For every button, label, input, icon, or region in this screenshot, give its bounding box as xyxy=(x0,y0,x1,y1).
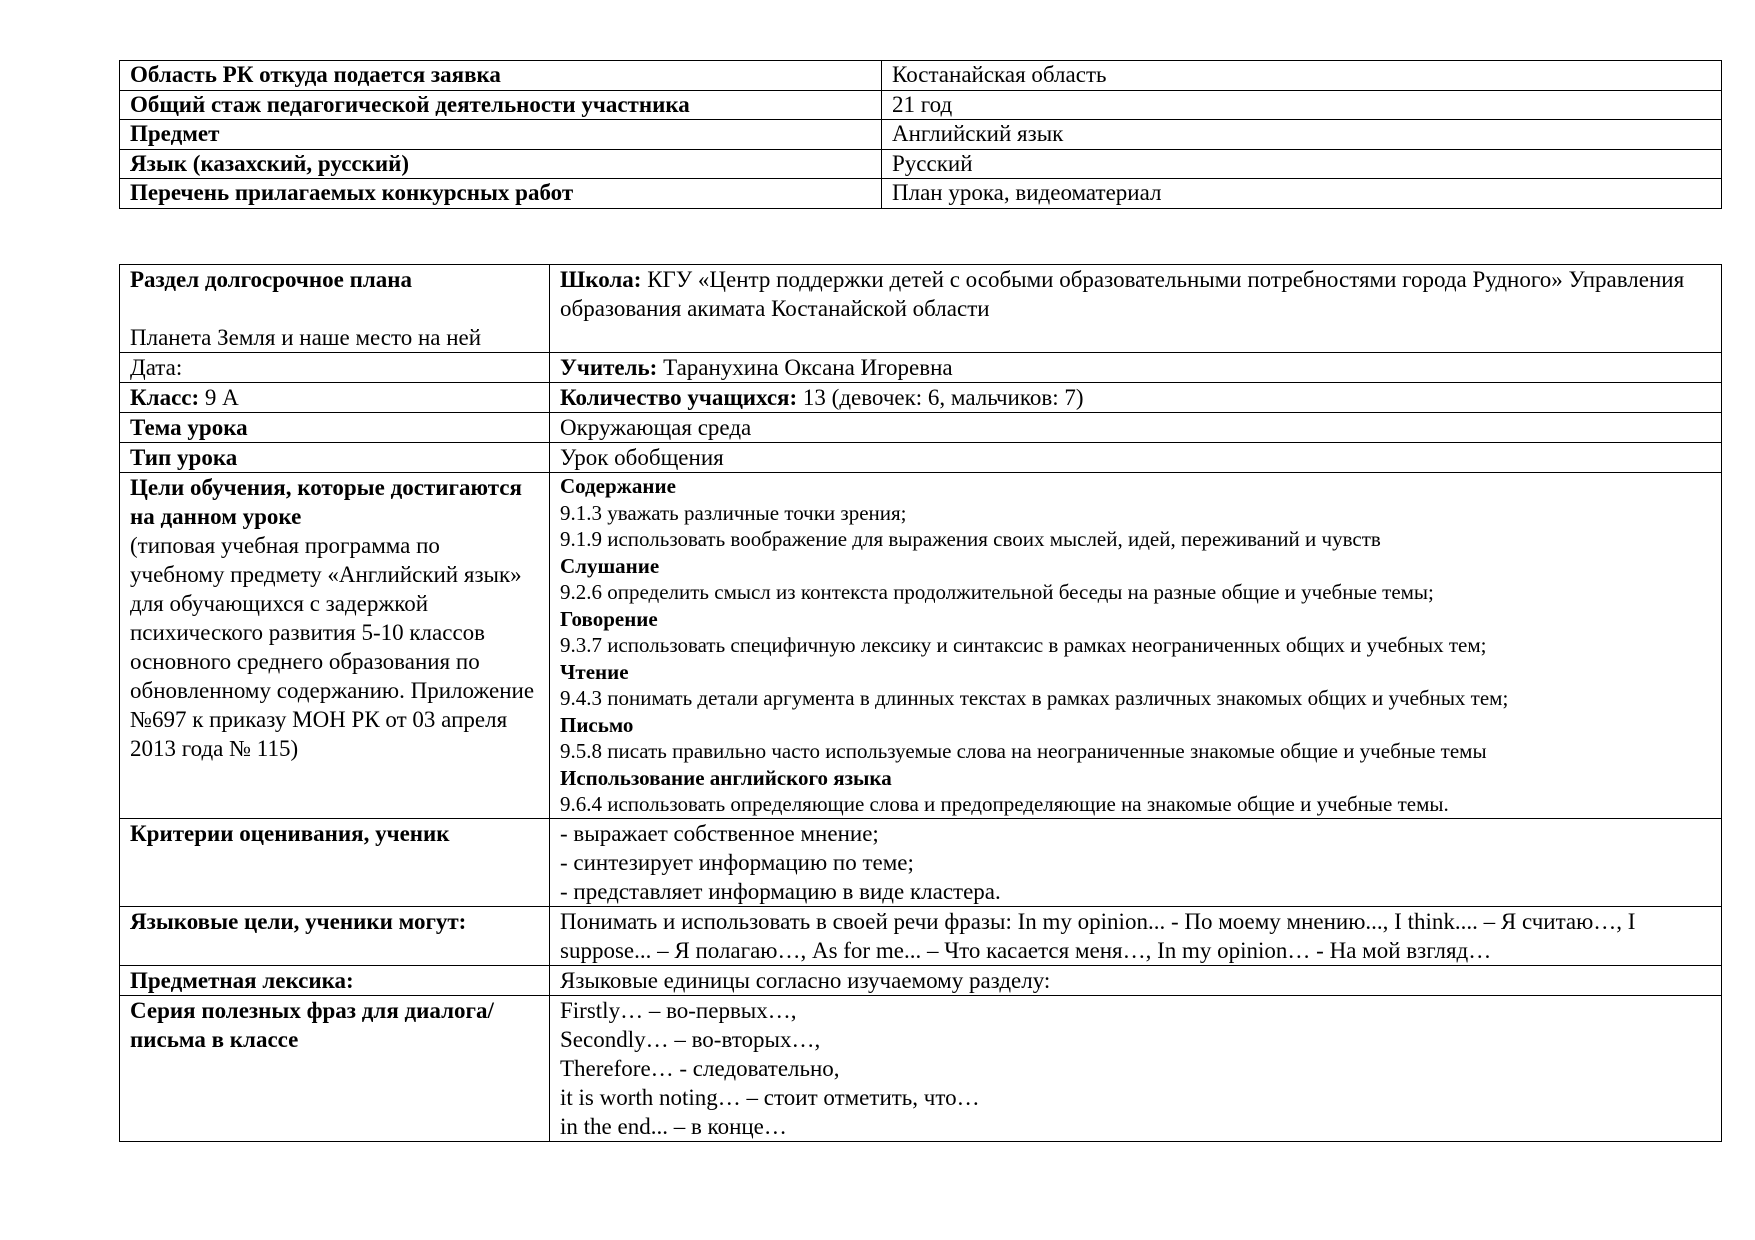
table-row xyxy=(120,120,1722,150)
table-row xyxy=(120,90,1722,120)
section-label: Раздел долгосрочное плана xyxy=(130,267,412,292)
vocabulary-label: Предметная лексика: xyxy=(120,965,550,995)
phrases-label: Серия полезных фраз для диалога/письма в классе xyxy=(120,995,550,1141)
language-value: Русский xyxy=(882,149,1722,179)
goal-item: 9.1.3 уважать различные точки зрения; xyxy=(560,500,907,525)
class-label: Класс: xyxy=(130,385,200,410)
school-cell xyxy=(550,265,1722,353)
students-value: 13 (девочек: 6, мальчиков: 7) xyxy=(802,385,1084,410)
phrase-item: Secondly… – во-вторых…, xyxy=(560,1026,821,1052)
experience-label: Общий стаж педагогической деятельности участника xyxy=(120,90,882,120)
goal-item: 9.3.7 использовать специфичную лексику и синтаксис в рамках неограниченных общих и учебных тем; xyxy=(560,633,1487,657)
phrase-item: Firstly… – во-первых…, xyxy=(560,997,797,1023)
table-row xyxy=(120,413,1722,443)
students-label: Количество учащихся: xyxy=(560,385,798,410)
school-value: КГУ «Центр поддержки детей с особыми образовательными потребностями города Рудного» Управления образования акимата Костанайской области xyxy=(560,267,1685,321)
phrase-item: Therefore… - следовательно, xyxy=(560,1055,840,1081)
criteria-item: - синтезирует информацию по теме; xyxy=(560,849,914,875)
phrase-item: it is worth noting… – стоит отметить, что… xyxy=(560,1084,980,1110)
section-cell xyxy=(120,265,550,353)
goals-note: (типовая учебная программа по учебному предмету «Английский язык» для обучающихся с задержкой психического развития 5-10 классов основного среднего образования по обновленному содержанию. Приложение №697 к приказу МОН РК от 03 апреля 2013 года № 115) xyxy=(130,533,535,761)
goals-cell xyxy=(120,473,550,819)
goal-item: 9.1.9 использовать воображение для выражения своих мыслей, идей, переживаний и чувств xyxy=(560,527,1381,551)
criteria-item: - выражает собственное мнение; xyxy=(560,820,879,846)
criteria-label: Критерии оценивания, ученик xyxy=(120,818,550,906)
experience-value: 21 год xyxy=(882,90,1722,120)
teacher-label: Учитель: xyxy=(560,355,658,380)
lesson-type-label: Тип урока xyxy=(120,443,550,473)
goal-heading: Использование английского языка xyxy=(560,765,892,790)
topic-label: Тема урока xyxy=(120,413,550,443)
lesson-plan-table xyxy=(119,264,1722,1142)
phrases-cell xyxy=(550,995,1722,1141)
region-value: Костанайская область xyxy=(882,61,1722,91)
goal-heading: Говорение xyxy=(560,606,658,631)
date-label: Дата: xyxy=(120,353,550,383)
language-label: Язык (казахский, русский) xyxy=(120,149,882,179)
goal-item: 9.2.6 определить смысл из контекста продолжительной беседы на разные общие и учебные темы; xyxy=(560,580,1434,604)
school-label: Школа: xyxy=(560,267,642,292)
table-row xyxy=(120,965,1722,995)
lesson-type-value: Урок обобщения xyxy=(550,443,1722,473)
teacher-cell xyxy=(550,353,1722,383)
goal-heading: Содержание xyxy=(560,474,676,498)
goal-heading: Слушание xyxy=(560,553,660,578)
students-cell xyxy=(550,383,1722,413)
topic-value: Окружающая среда xyxy=(550,413,1722,443)
table-row xyxy=(120,383,1722,413)
table-row xyxy=(120,443,1722,473)
table-row xyxy=(120,995,1722,1141)
criteria-item: - представляет информацию в виде кластера. xyxy=(560,878,1001,904)
goal-item: 9.5.8 писать правильно часто используемые слова на неограниченные знакомые общие и учебные темы xyxy=(560,739,1487,763)
table-row xyxy=(120,353,1722,383)
section-value: Планета Земля и наше место на ней xyxy=(130,325,482,350)
class-cell xyxy=(120,383,550,413)
table-row xyxy=(120,906,1722,965)
table-row xyxy=(120,818,1722,906)
region-label: Область РК откуда подается заявка xyxy=(120,61,882,91)
criteria-cell xyxy=(550,818,1722,906)
language-goals-value: Понимать и использовать в своей речи фразы: In my opinion... - По моему мнению..., I think.... – Я считаю…, I suppose... – Я полагаю…, As for me... – Что касается меня…, In my opinion… - На мой взгляд… xyxy=(550,906,1722,965)
table-row xyxy=(120,61,1722,91)
table-row xyxy=(120,179,1722,209)
goals-list-cell xyxy=(550,473,1722,819)
vocabulary-value: Языковые единицы согласно изучаемому разделу: xyxy=(550,965,1722,995)
goals-label: Цели обучения, которые достигаются на данном уроке xyxy=(130,475,522,529)
subject-value: Английский язык xyxy=(882,120,1722,150)
table-row xyxy=(120,473,1722,819)
table-row xyxy=(120,265,1722,353)
table-row xyxy=(120,149,1722,179)
goal-item: 9.6.4 использовать определяющие слова и предопределяющие на знакомые общие и учебные темы. xyxy=(560,792,1449,816)
teacher-value: Таранухина Оксана Игоревна xyxy=(663,355,953,380)
class-value: 9 А xyxy=(204,385,239,410)
works-value: План урока, видеоматериал xyxy=(882,179,1722,209)
subject-label: Предмет xyxy=(120,120,882,150)
language-goals-label: Языковые цели, ученики могут: xyxy=(120,906,550,965)
works-label: Перечень прилагаемых конкурсных работ xyxy=(120,179,882,209)
goal-heading: Чтение xyxy=(560,659,629,684)
application-info-table xyxy=(119,60,1722,209)
goal-item: 9.4.3 понимать детали аргумента в длинных текстах в рамках различных знакомых общих и учебных тем; xyxy=(560,686,1509,710)
goal-heading: Письмо xyxy=(560,712,634,737)
phrase-item: in the end... – в конце… xyxy=(560,1113,787,1139)
